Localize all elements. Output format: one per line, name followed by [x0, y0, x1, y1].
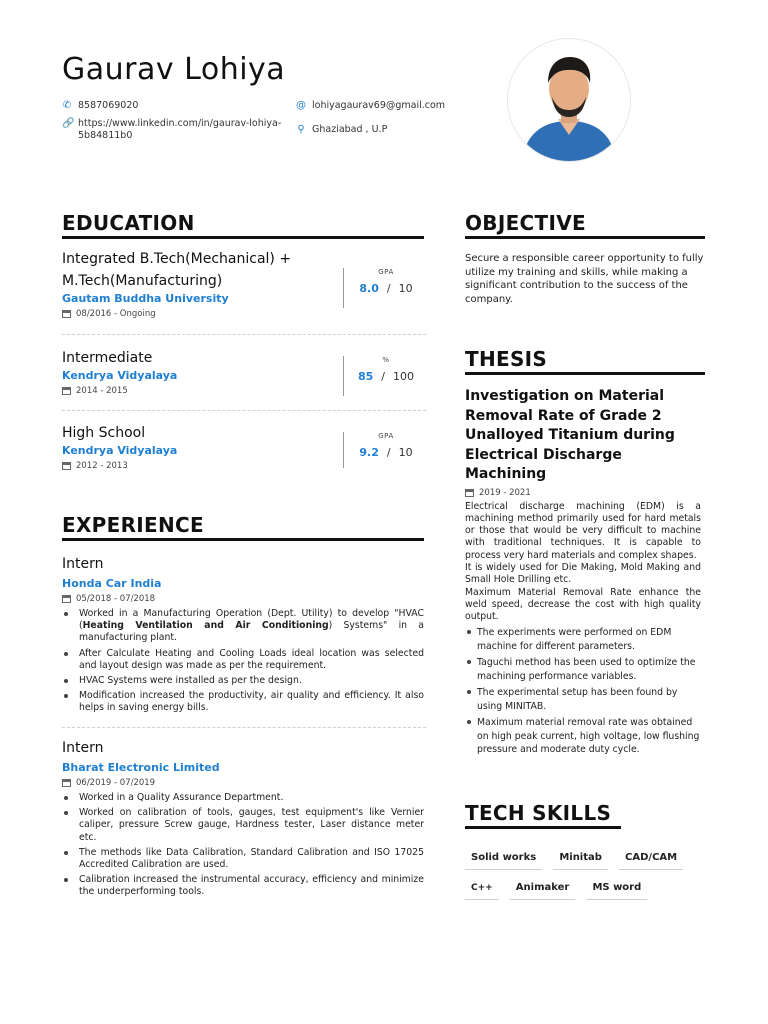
education-entry-2 [62, 347, 342, 396]
skill-tag: C++ [465, 880, 499, 900]
location-pin-icon: ⚲ [297, 124, 305, 135]
calendar-icon [62, 387, 71, 395]
candidate-name: Gaurav Lohiya [62, 52, 286, 87]
experience-entry-1 [62, 553, 424, 718]
list-item: Worked on calibration of tools, gauges, test equipment's like Vernier caliper, pressure Screw gauge, Hardness tester, Laser distance meter etc. [62, 807, 424, 844]
email-address[interactable]: lohiyagaurav69@gmail.com [312, 100, 446, 111]
calendar-icon [62, 462, 71, 470]
skills-row-1 [465, 845, 705, 870]
skill-tag: Minitab [553, 849, 608, 870]
thesis-title: Investigation on Material Removal Rate of Grade 2 Unalloyed Titanium during Electrical Discharge Machining [465, 388, 675, 482]
location-row [296, 124, 387, 136]
calendar-icon [465, 489, 474, 497]
skill-tag: CAD/CAM [619, 849, 683, 870]
school-name: Gautam Buddha University [62, 292, 229, 305]
list-item: Worked in a Manufacturing Operation (Dept. Utility) to develop "HVAC (Heating Ventilation and Air Conditioning) Systems" in a manufacturing plant. [62, 608, 424, 645]
education-entry-1 [62, 248, 342, 319]
date-row: 2014 - 2015 [62, 386, 342, 396]
divider [62, 334, 426, 335]
role-title: Intern [62, 740, 104, 756]
skill-tag: Solid works [465, 849, 542, 870]
linkedin-row [62, 118, 284, 142]
date-row: 2012 - 2013 [62, 461, 342, 471]
objective-text: Secure a responsible career opportunity to fully utilize my training and skills, while making a significant contribution to the success of the company. [465, 253, 704, 305]
list-item: The methods like Data Calibration, Standard Calibration and ISO 17025 Accredited Calibration are used. [62, 847, 424, 871]
location-text: Ghaziabad , U.P [312, 124, 388, 135]
thesis-heading: THESIS [465, 346, 705, 375]
list-item: Maximum material removal rate was obtained on high peak current, high voltage, low flushing pressure and moderate duty cycle. [465, 716, 701, 757]
list-item: Worked in a Quality Assurance Department. [62, 792, 424, 804]
divider [62, 727, 426, 728]
calendar-icon [62, 310, 71, 318]
company-name: Honda Car India [62, 577, 162, 590]
list-item: Modification increased the productivity, air quality and efficiency. It also helps in saving energy bills. [62, 690, 424, 714]
divider [62, 410, 426, 411]
thesis-paragraph: Electrical discharge machining (EDM) is a machining method primarily used for hard metals or those that would be very difficult to machine with traditional techniques. It is capable to process very hard materials and complex shapes. [465, 500, 701, 561]
bullet-list [62, 608, 424, 715]
thesis-paragraph: Maximum Material Removal Rate enhance the weld speed, decrease the cost with high quality output. [465, 586, 701, 623]
thesis-paragraph: It is widely used for Die Making, Mold Making and Small Hole Drilling etc. [465, 561, 701, 586]
phone-row [62, 100, 138, 112]
list-item: Taguchi method has been used to optimize the machining performance variables. [465, 656, 701, 683]
score-value: 8.0 / 10 [359, 282, 413, 295]
experience-entry-2 [62, 737, 424, 902]
list-item: Calibration increased the instrumental accuracy, efficiency and minimize the underperforming tools. [62, 874, 424, 898]
list-item: After Calculate Heating and Cooling Loads ideal location was selected and layout design was made as per the requirement. [62, 648, 424, 672]
profile-photo [507, 38, 631, 162]
bullet-list [62, 792, 424, 899]
phone-icon: ✆ [62, 100, 72, 111]
school-name: Kendrya Vidyalaya [62, 444, 178, 457]
thesis-block [465, 387, 701, 760]
linkedin-url[interactable]: https://www.linkedin.com/in/gaurav-lohiya- 5b84811b0 [78, 118, 282, 141]
score-label: GPA [378, 268, 394, 276]
experience-heading: EXPERIENCE [62, 512, 424, 541]
school-name: Kendrya Vidyalaya [62, 369, 178, 382]
score-value: 9.2 / 10 [359, 446, 413, 459]
score-box [343, 432, 428, 468]
skills-row-2 [465, 875, 705, 900]
score-box [343, 268, 428, 308]
skill-tag: MS word [586, 879, 647, 900]
date-row: 06/2019 - 07/2019 [62, 778, 424, 788]
degree-title: Integrated B.Tech(Mechanical) + M.Tech(Manufacturing) [62, 251, 292, 289]
degree-title: High School [62, 425, 146, 441]
role-title: Intern [62, 556, 104, 572]
score-label: % [382, 356, 390, 364]
company-name: Bharat Electronic Limited [62, 761, 220, 774]
education-heading: EDUCATION [62, 210, 424, 239]
education-entry-3 [62, 422, 342, 471]
score-box [343, 356, 428, 396]
email-row [296, 100, 445, 112]
score-label: GPA [378, 432, 394, 440]
at-sign-icon: @ [296, 100, 306, 111]
list-item: HVAC Systems were installed as per the design. [62, 675, 424, 687]
date-row: 05/2018 - 07/2018 [62, 594, 424, 604]
calendar-icon [62, 595, 71, 603]
list-item: The experimental setup has been found by using MINITAB. [465, 686, 701, 713]
phone-number: 8587069020 [78, 100, 139, 111]
date-row: 2019 - 2021 [465, 488, 701, 498]
calendar-icon [62, 779, 71, 787]
link-icon: 🔗 [62, 118, 75, 129]
degree-title: Intermediate [62, 350, 153, 366]
list-item: The experiments were performed on EDM machine for different parameters. [465, 626, 701, 653]
objective-heading: OBJECTIVE [465, 210, 705, 239]
score-value: 85 / 100 [357, 370, 415, 383]
skill-tag: Animaker [510, 879, 576, 900]
tech-skills-heading: TECH SKILLS [465, 800, 621, 829]
bullet-list [465, 626, 701, 757]
date-row: 08/2016 - Ongoing [62, 309, 342, 319]
